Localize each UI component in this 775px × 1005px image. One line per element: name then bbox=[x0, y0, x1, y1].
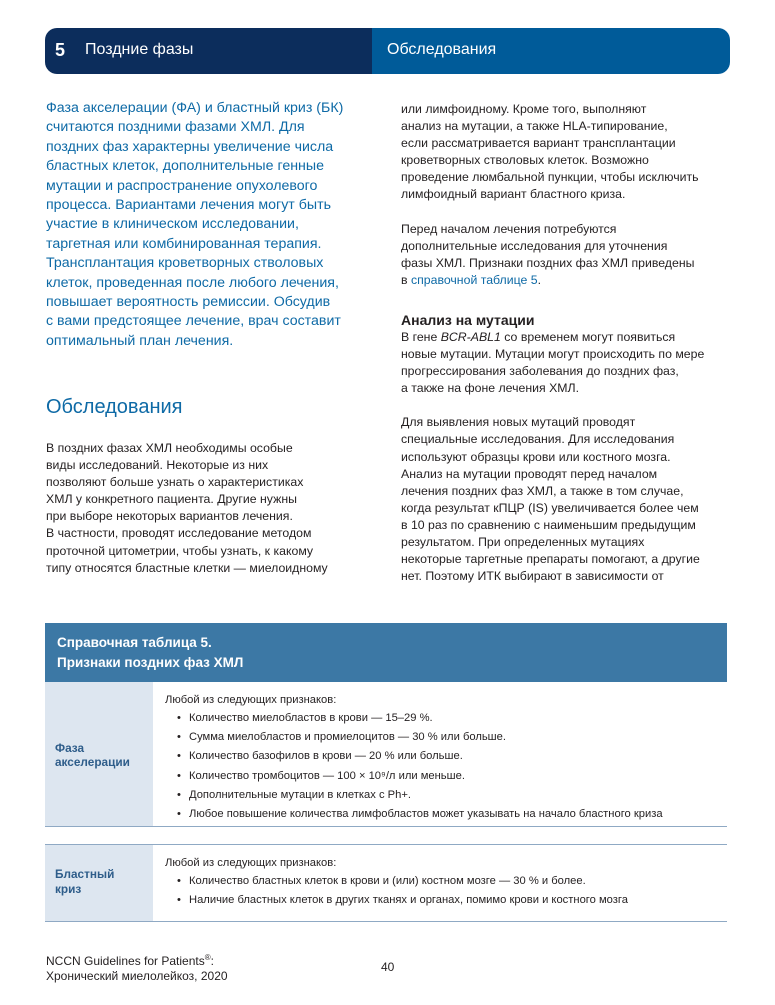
text-line: кроветворных стволовых клеток. Возможно bbox=[401, 153, 649, 168]
text-line: при выборе некоторых вариантов лечения. bbox=[46, 509, 293, 524]
row-content bbox=[165, 857, 725, 910]
footer-line-2: Хронический миелолейкоз, 2020 bbox=[46, 969, 228, 983]
right-paragraph-2 bbox=[401, 221, 731, 289]
row-lead: Любой из следующих признаков: bbox=[165, 857, 337, 869]
text-line: виды исследований. Некоторые из них bbox=[46, 458, 269, 473]
text-line: лимфоидный вариант бластного криза. bbox=[401, 187, 626, 202]
row-label-line-2: криз bbox=[55, 882, 82, 896]
page-number: 40 bbox=[381, 960, 395, 974]
text-line: мутации и распространение опухолевого bbox=[46, 177, 318, 194]
text-line: с вами предстоящее лечение, врач составит bbox=[46, 313, 341, 330]
chapter-header-right bbox=[372, 28, 730, 74]
text-line: специальные исследования. Для исследования bbox=[401, 432, 675, 447]
text-line: в 10 раз по сравнению с наименьшим предыдущим bbox=[401, 517, 696, 532]
intro-block bbox=[46, 99, 371, 351]
text-line: Для выявления новых мутаций проводят bbox=[401, 415, 636, 430]
criteria-list bbox=[165, 709, 725, 824]
row-divider bbox=[45, 921, 727, 922]
text-line: проведение люмбальной пункции, чтобы исключить bbox=[401, 170, 699, 185]
text-line: Фаза акселерации (ФА) и бластный криз (БК) bbox=[46, 100, 344, 116]
text-line: или лимфоидному. Кроме того, выполняют bbox=[401, 102, 647, 116]
mutation-heading: Анализ на мутации bbox=[401, 311, 535, 328]
right-paragraph-2-last: в справочной таблице 5. bbox=[401, 272, 542, 287]
row-label-line-1: Бластный bbox=[55, 867, 115, 881]
text-line: повышает вероятность ремиссии. Обсудив bbox=[46, 294, 331, 311]
text-line: если рассматривается вариант трансплантации bbox=[401, 136, 676, 151]
chapter-header-left bbox=[45, 28, 372, 74]
section-heading: Обследования bbox=[46, 396, 183, 418]
row-label bbox=[45, 845, 153, 921]
table-row-blast-crisis bbox=[45, 845, 727, 921]
table-title-line-1: Справочная таблица 5. bbox=[57, 635, 212, 650]
list-item: • Дополнительные мутации в клетках с Ph+. bbox=[177, 786, 725, 805]
right-paragraph-1 bbox=[401, 101, 731, 204]
list-item: • Количество базофилов в крови — 20 % или больше. bbox=[177, 747, 725, 766]
text-line: В поздних фазах ХМЛ необходимы особые bbox=[46, 441, 293, 455]
text-line: лечения поздних фаз ХМЛ, а также в том случае, bbox=[401, 483, 684, 498]
gene-name: BCR-ABL1 bbox=[440, 329, 501, 344]
list-item: • Любое повышение количества лимфобластов может указывать на начало бластного криза bbox=[177, 805, 725, 824]
text-line: позволяют больше узнать о характеристиках bbox=[46, 475, 304, 490]
list-item: • Количество миелобластов в крови — 15–29 %. bbox=[177, 709, 725, 728]
text-line: нет. Поэтому ИТК выбирают в зависимости от bbox=[401, 569, 664, 584]
text-line: новые мутации. Мутации могут происходить по мере bbox=[401, 347, 705, 362]
text-line: Анализ на мутации проводят перед началом bbox=[401, 466, 658, 481]
text-line: ХМЛ у конкретного пациента. Другие нужны bbox=[46, 492, 297, 507]
list-item: • Наличие бластных клеток в других тканях и органах, помимо крови и костного мозга bbox=[177, 891, 725, 910]
table-reference-link[interactable]: справочной таблице 5 bbox=[410, 272, 538, 287]
table-row-accelerated-phase bbox=[45, 682, 727, 826]
text-line: фазы ХМЛ. Признаки поздних фаз ХМЛ приведены bbox=[401, 255, 695, 270]
chapter-number: 5 bbox=[55, 40, 66, 60]
list-item: • Количество тромбоцитов — 100 × 10⁹/л или меньше. bbox=[177, 767, 725, 786]
text-line: таргетная или комбинированная терапия. bbox=[46, 235, 322, 252]
text-line: Перед началом лечения потребуются bbox=[401, 221, 617, 236]
row-content bbox=[165, 694, 725, 824]
mutation-paragraph-2 bbox=[401, 414, 731, 585]
criteria-list bbox=[165, 872, 725, 910]
text-line: используют образцы крови или костного мозга. bbox=[401, 449, 671, 464]
text-line: анализ на мутации, а также HLA-типирование, bbox=[401, 119, 668, 134]
list-item: • Количество бластных клеток в крови и (или) костном мозге — 30 % и более. bbox=[177, 872, 725, 891]
row-label bbox=[45, 682, 153, 826]
text-line: типу относятся бластные клетки — миелоидному bbox=[46, 560, 328, 575]
text-line: поздних фаз характерны увеличение числа bbox=[46, 138, 334, 155]
list-item: • Сумма миелобластов и промиелоцитов — 30 % или больше. bbox=[177, 728, 725, 747]
table-title-line-2: Признаки поздних фаз ХМЛ bbox=[57, 655, 244, 670]
text-line: когда результат кПЦР (IS) увеличивается более чем bbox=[401, 500, 699, 515]
section-title: Обследования bbox=[387, 41, 497, 58]
footer bbox=[46, 950, 228, 984]
reference-table-header bbox=[45, 623, 727, 682]
chapter-title: Поздние фазы bbox=[85, 41, 194, 58]
text-line: дополнительные исследования для уточнения bbox=[401, 238, 668, 253]
chapter-header bbox=[45, 28, 730, 74]
row-lead: Любой из следующих признаков: bbox=[165, 694, 337, 706]
left-body-paragraph bbox=[46, 440, 376, 577]
text-line: считаются поздними фазами ХМЛ. Для bbox=[46, 119, 305, 136]
text-line: оптимальный план лечения. bbox=[46, 332, 234, 349]
text-line: участие в клиническом исследовании, bbox=[46, 216, 299, 233]
mutation-paragraph-1: В гене BCR-ABL1 со временем могут появиться новые мутации. Мутации могут происходить по мере прогрессирования заболевания до поздних фаз, а также на фоне лечения ХМЛ. bbox=[401, 329, 705, 396]
text-line: а также на фоне лечения ХМЛ. bbox=[401, 381, 580, 396]
text-line: прогрессирования заболевания до поздних фаз, bbox=[401, 364, 679, 379]
row-label-line-1: Фаза bbox=[55, 741, 85, 755]
text-line: проточной цитометрии, чтобы узнать, к какому bbox=[46, 543, 314, 558]
text-line: бластных клеток, дополнительные генные bbox=[46, 158, 324, 175]
text-line: процесса. Вариантами лечения могут быть bbox=[46, 197, 331, 214]
intro-paragraph bbox=[46, 99, 371, 351]
text-line: Трансплантация кроветворных стволовых bbox=[46, 255, 324, 272]
footer-line-1: NCCN Guidelines for Patients®: bbox=[46, 953, 214, 968]
row-divider bbox=[45, 826, 727, 827]
text-line: результатом. При определенных мутациях bbox=[401, 534, 645, 549]
row-label-line-2: акселерации bbox=[55, 755, 130, 769]
right-column bbox=[401, 101, 731, 585]
text-line: некоторые таргетные препараты помогают, а другие bbox=[401, 552, 700, 567]
text-line: клеток, проведенная после любого лечения, bbox=[46, 274, 339, 291]
text-line: В частности, проводят исследование методом bbox=[46, 526, 312, 541]
